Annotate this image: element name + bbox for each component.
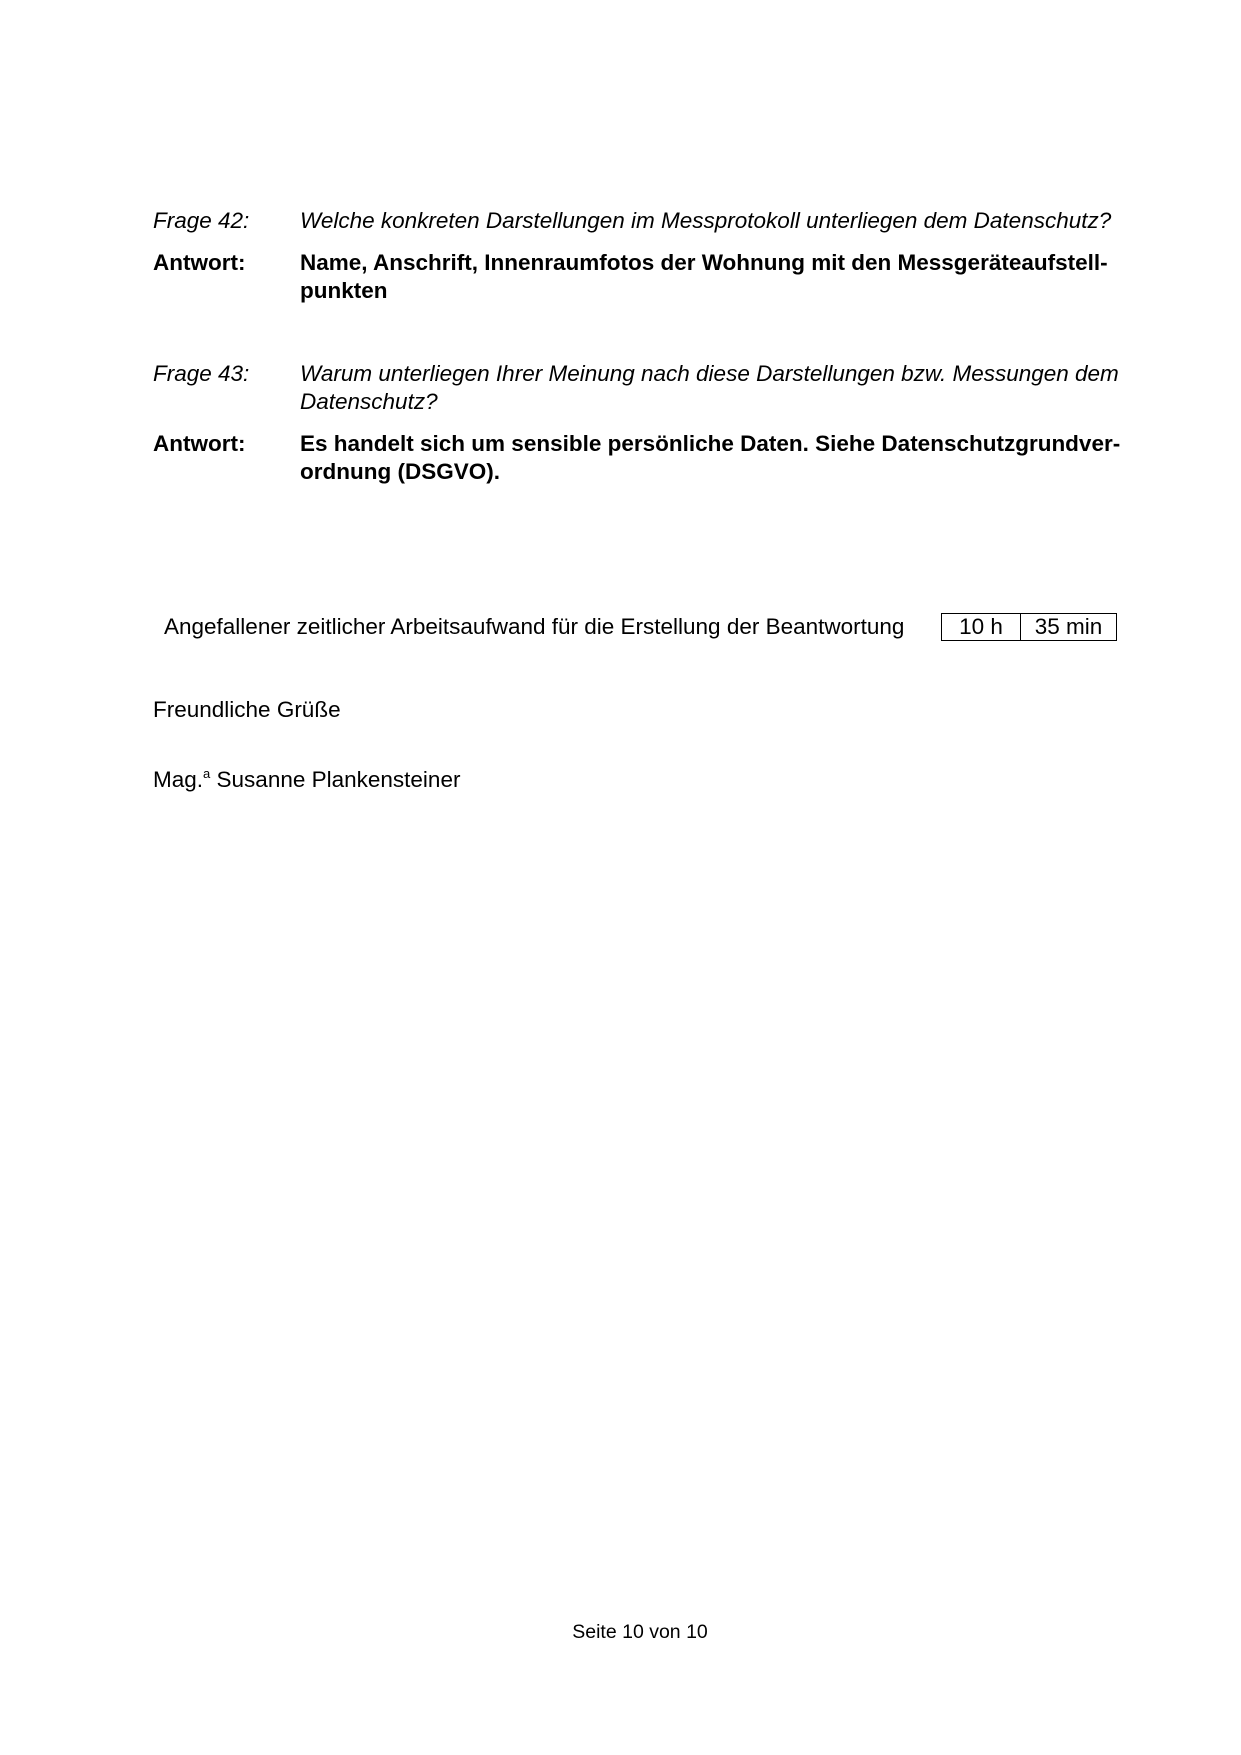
effort-label: Angefallener zeitlicher Arbeitsaufwand für die Erstellung der Beantwortung [164,614,905,639]
signature-prefix: Mag. [153,767,204,792]
answer-text [300,249,1143,305]
page-footer: Seite 10 von 10 [572,1621,708,1643]
answer-line: Es handelt sich um sensible persönliche Daten. Siehe Datenschutzgrundver- [300,431,1121,456]
signature-superscript: a [203,766,211,781]
effort-hours-cell: 10 h [942,614,1021,640]
question-row [153,360,1143,416]
question-line: Warum unterliegen Ihrer Meinung nach diese Darstellungen bzw. Messungen dem [300,361,1119,386]
question-line: Datenschutz? [300,389,438,414]
effort-minutes-cell: 35 min [1034,614,1103,639]
signature-name: Susanne Plankensteiner [216,767,461,792]
question-block-42 [153,207,1143,305]
answer-label: Antwort: [153,250,246,275]
question-row [153,207,1143,235]
answer-line: ordnung (DSGVO). [300,459,500,484]
answer-row [153,430,1143,486]
answer-text [300,430,1143,486]
question-text [300,360,1143,416]
answer-line: punkten [300,278,388,303]
effort-table [941,613,1117,641]
signature [153,766,460,794]
greeting: Freundliche Grüße [153,697,341,722]
answer-label: Antwort: [153,431,246,456]
answer-row [153,249,1143,305]
question-label: Frage 42: [153,208,250,233]
answer-line: Name, Anschrift, Innenraumfotos der Wohnung mit den Messgeräteaufstell- [300,250,1108,275]
question-label: Frage 43: [153,361,250,386]
question-text: Welche konkreten Darstellungen im Messprotokoll unterliegen dem Datenschutz? [300,208,1112,233]
question-block-43 [153,360,1143,486]
effort-row [164,613,1124,641]
